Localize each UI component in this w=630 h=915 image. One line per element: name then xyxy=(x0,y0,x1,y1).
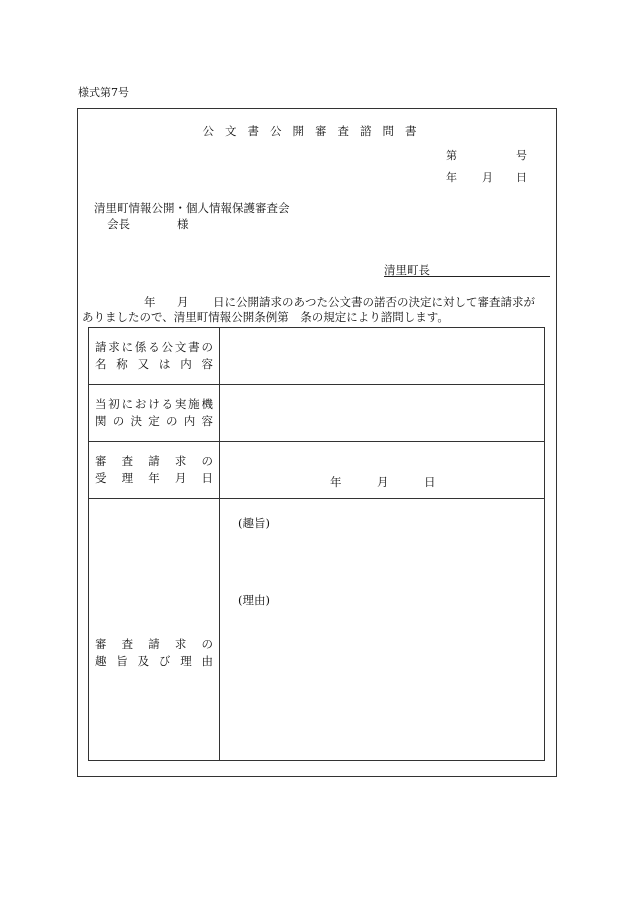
document-title: 公文書公開審査諮問書 xyxy=(202,124,428,138)
doc-number-dai: 第 xyxy=(446,149,457,162)
row1-label-1: 請求に係る公文書の xyxy=(95,340,213,354)
doc-number-go: 号 xyxy=(516,149,527,162)
body-month: 月 xyxy=(177,295,189,309)
row3-month: 月 xyxy=(377,475,389,489)
date-month: 月 xyxy=(482,171,493,184)
row4-reason: (理由) xyxy=(238,593,270,607)
row-label xyxy=(89,499,220,761)
row1-label-2: 名称又は内容 xyxy=(95,357,213,371)
row2-value xyxy=(220,385,545,442)
row2-label-2: 関の決定の内容 xyxy=(95,414,213,428)
date-year: 年 xyxy=(446,171,457,184)
row3-year: 年 xyxy=(330,475,342,489)
row-label xyxy=(89,442,220,499)
table-row xyxy=(89,499,545,761)
form-number: 様式第7号 xyxy=(78,86,129,99)
row1-value xyxy=(220,328,545,385)
row4-label-1: 審査請求の xyxy=(95,636,213,651)
row3-value xyxy=(220,442,545,499)
row4-purpose: (趣旨) xyxy=(238,516,270,530)
row-label xyxy=(89,328,220,385)
row4-label-2: 趣旨及び理由 xyxy=(95,653,213,668)
sender-underline xyxy=(384,276,550,277)
sender-name: 清里町長 xyxy=(384,263,430,277)
consultation-table xyxy=(88,327,545,761)
row2-label-1: 当初における実施機 xyxy=(95,397,213,411)
row3-label-2: 受理年月日 xyxy=(95,471,213,485)
row-label xyxy=(89,385,220,442)
row4-value xyxy=(220,499,545,761)
table-row xyxy=(89,442,545,499)
row3-day: 日 xyxy=(424,475,436,489)
addressee-honorific: 様 xyxy=(177,217,189,231)
body-line-2: ありましたので、清里町情報公開条例第 条の規定により諮問します。 xyxy=(82,310,449,324)
table-row xyxy=(89,385,545,442)
addressee-title: 会長 xyxy=(107,217,130,231)
table-row xyxy=(89,328,545,385)
row3-label-1: 審査請求の xyxy=(95,454,213,468)
date-day: 日 xyxy=(516,171,527,184)
body-line-1: 日に公開請求のあつた公文書の諾否の決定に対して審査請求が xyxy=(213,295,535,309)
addressee-org: 清里町情報公開・個人情報保護審査会 xyxy=(94,201,290,215)
body-year: 年 xyxy=(144,295,156,309)
